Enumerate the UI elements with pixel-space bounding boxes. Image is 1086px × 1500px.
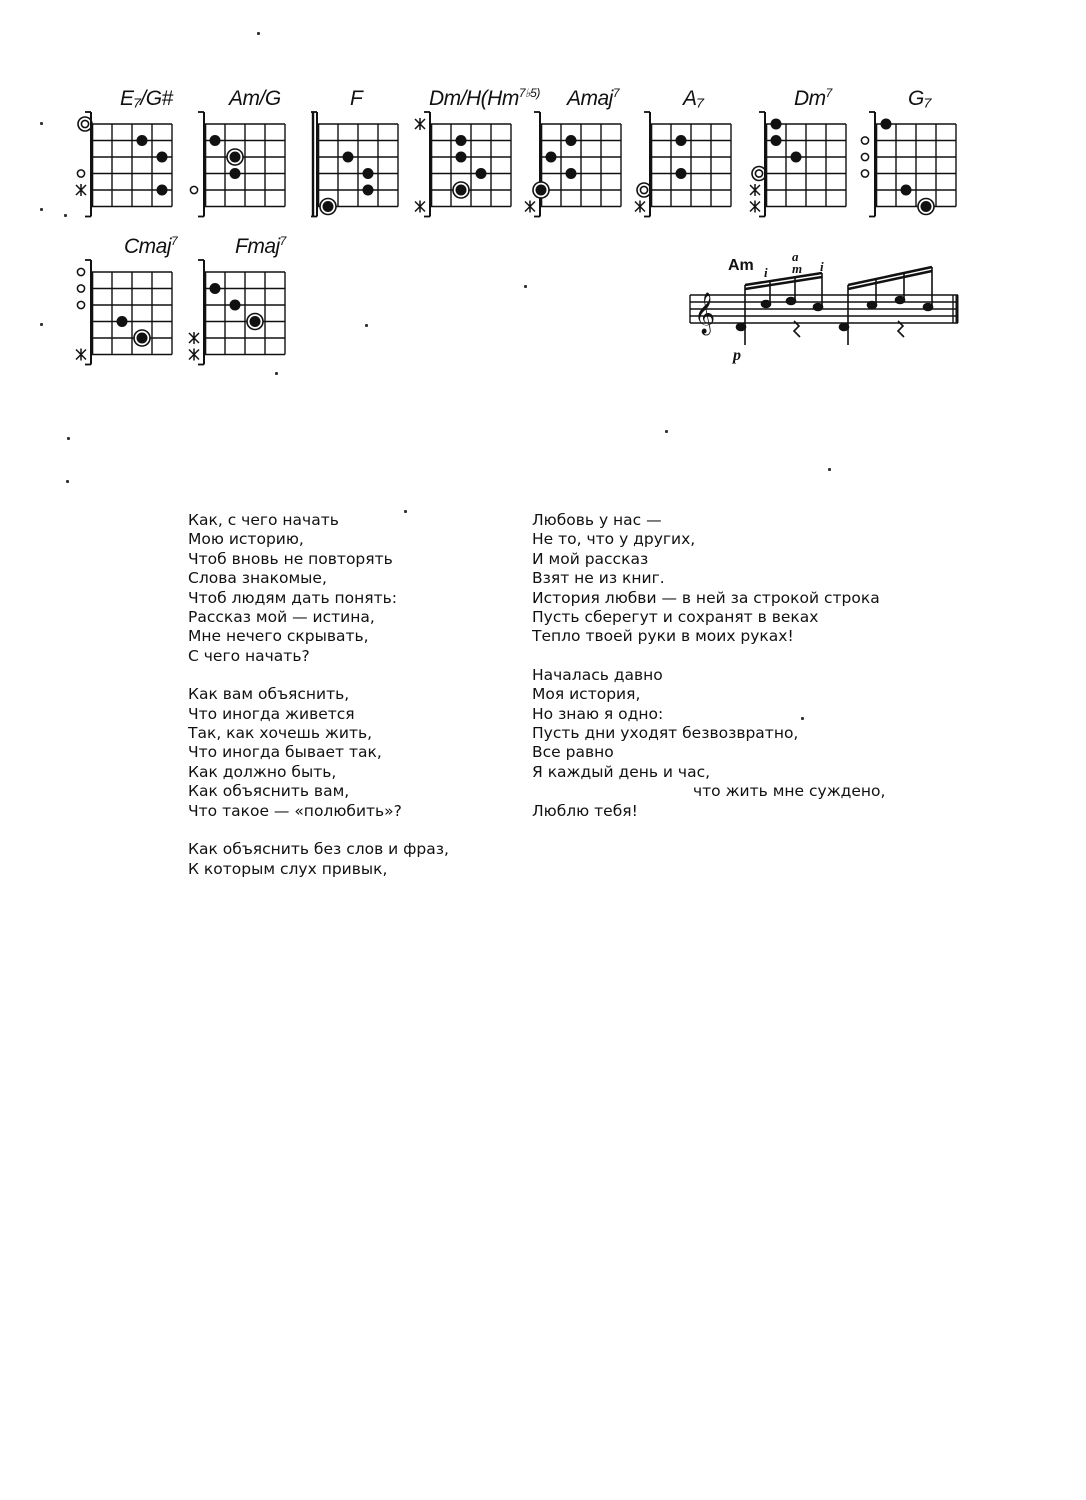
scan-speck bbox=[665, 430, 668, 433]
lyric-line: Началась давно bbox=[532, 665, 663, 684]
chord-name: Am/G bbox=[229, 87, 281, 110]
finger-dot bbox=[117, 316, 128, 327]
finger-dot bbox=[791, 152, 802, 163]
root-dot-inner bbox=[250, 316, 261, 327]
finger-dot bbox=[771, 135, 782, 146]
scan-speck bbox=[40, 122, 43, 125]
finger-dot bbox=[676, 135, 687, 146]
root-dot-inner bbox=[230, 152, 241, 163]
finger-dot bbox=[230, 168, 241, 179]
lyric-line: Что такое — «полюбить»? bbox=[188, 801, 402, 820]
root-dot-inner bbox=[137, 333, 148, 344]
scan-speck bbox=[801, 717, 804, 720]
finger-dot bbox=[566, 135, 577, 146]
lyric-line: Мою историю, bbox=[188, 530, 304, 549]
chord-diagram bbox=[858, 87, 958, 220]
scan-speck bbox=[67, 437, 70, 440]
chord-diagram bbox=[523, 86, 623, 220]
finger-dot bbox=[210, 135, 221, 146]
root-open-marker-inner bbox=[640, 186, 647, 193]
muted-string-marker bbox=[189, 349, 199, 361]
lyric-line: Люблю тебя! bbox=[532, 801, 638, 820]
open-string-marker bbox=[77, 268, 84, 275]
lyric-line: Мне нечего скрывать, bbox=[188, 627, 369, 646]
chord-diagram bbox=[74, 234, 178, 368]
open-string-marker bbox=[861, 137, 868, 144]
finger-dot bbox=[363, 185, 374, 196]
root-dot-inner bbox=[536, 185, 547, 196]
stanza bbox=[188, 511, 449, 666]
finger-dot bbox=[230, 300, 241, 311]
finger-dot bbox=[476, 168, 487, 179]
root-open-marker-inner bbox=[755, 170, 762, 177]
lyric-line: Я каждый день и час, bbox=[532, 762, 711, 781]
lyric-line: И мой рассказ bbox=[532, 549, 649, 568]
lyric-line: Любовь у нас — bbox=[532, 511, 662, 529]
lyric-line: Все равно bbox=[532, 743, 614, 762]
lyric-line: Но знаю я одно: bbox=[532, 704, 664, 723]
lyric-line: Не то, что у других, bbox=[532, 530, 696, 549]
chord-diagram bbox=[300, 87, 400, 220]
lyric-line: Тепло твоей руки в моих руках! bbox=[532, 627, 794, 646]
scan-speck bbox=[64, 214, 67, 217]
lyric-line: Взят не из книг. bbox=[532, 569, 665, 588]
muted-string-marker bbox=[76, 349, 86, 361]
lyric-line: Слова знакомые, bbox=[188, 569, 327, 588]
finger-dot bbox=[901, 185, 912, 196]
stanza bbox=[188, 685, 449, 821]
lyric-line: Пусть сберегут и сохранят в веках bbox=[532, 608, 819, 627]
lyric-line: К которым слух привык, bbox=[188, 859, 388, 878]
open-string-marker bbox=[861, 153, 868, 160]
muted-string-marker bbox=[750, 201, 760, 213]
finger-dot bbox=[881, 119, 892, 130]
open-string-marker bbox=[861, 170, 868, 177]
lyric-line: Как объяснить вам, bbox=[188, 782, 350, 801]
svg-text:𝄞: 𝄞 bbox=[694, 293, 716, 334]
fingering-label: i bbox=[820, 259, 824, 274]
lyric-line: Чтоб людям дать понять: bbox=[188, 588, 398, 607]
muted-string-marker bbox=[750, 184, 760, 196]
chord-name: E₇/G# bbox=[120, 87, 173, 110]
scan-speck bbox=[40, 323, 43, 326]
muted-string-marker bbox=[76, 184, 86, 196]
chord-diagram bbox=[633, 87, 733, 220]
chord-diagram bbox=[74, 87, 174, 220]
open-string-marker bbox=[77, 301, 84, 308]
notation-chord-label: Am bbox=[728, 257, 754, 274]
chord-diagram bbox=[187, 87, 287, 220]
scan-speck bbox=[828, 468, 831, 471]
muted-string-marker bbox=[635, 201, 645, 213]
root-dot-inner bbox=[323, 201, 334, 212]
lyric-line: Чтоб вновь не повторять bbox=[188, 549, 393, 568]
lyric-line: Как, с чего начать bbox=[188, 511, 339, 529]
chord-name: Fmaj$^7$ bbox=[235, 234, 286, 258]
root-open-marker bbox=[78, 117, 92, 131]
lyrics-right-column bbox=[532, 511, 885, 840]
lyric-line: Что иногда бывает так, bbox=[188, 743, 382, 762]
lyric-line: С чего начать? bbox=[188, 646, 310, 665]
scan-speck bbox=[40, 208, 43, 211]
lyric-line: что жить мне суждено, bbox=[693, 782, 886, 801]
lyric-line: Пусть дни уходят безвозвратно, bbox=[532, 724, 799, 743]
stanza bbox=[532, 666, 885, 821]
chord-name: Dm$^7$ bbox=[794, 86, 832, 110]
finger-dot bbox=[363, 168, 374, 179]
bass-finger-label: p bbox=[733, 347, 741, 364]
chord-name: G₇ bbox=[908, 87, 931, 110]
chord-diagram bbox=[413, 86, 540, 220]
scan-speck bbox=[404, 510, 407, 513]
finger-dot bbox=[456, 152, 467, 163]
notation-example bbox=[688, 249, 963, 370]
root-open-marker bbox=[752, 167, 766, 181]
stanza bbox=[532, 511, 885, 647]
chord-name: Amaj$^7$ bbox=[567, 86, 620, 110]
scan-speck bbox=[257, 32, 260, 35]
fingering-label: m bbox=[792, 261, 803, 276]
scan-speck bbox=[524, 285, 527, 288]
lyric-line: Так, как хочешь жить, bbox=[188, 724, 373, 743]
stanza bbox=[188, 840, 449, 879]
muted-string-marker bbox=[525, 201, 535, 213]
muted-string-marker bbox=[415, 201, 425, 213]
lyric-line: Рассказ мой — истина, bbox=[188, 608, 375, 627]
finger-dot bbox=[566, 168, 577, 179]
root-open-marker bbox=[637, 183, 651, 197]
fingering-label: a bbox=[792, 249, 799, 264]
muted-string-marker bbox=[189, 332, 199, 344]
lyric-line: Что иногда живется bbox=[188, 704, 355, 723]
lyrics-left-column bbox=[188, 511, 449, 898]
finger-dot bbox=[456, 135, 467, 146]
chord-name: F bbox=[350, 87, 363, 110]
chord-name: A₇ bbox=[683, 87, 704, 110]
finger-dot bbox=[210, 283, 221, 294]
chord-name: $Dm/H(Hm^{7♭5)}$ bbox=[429, 86, 540, 110]
lyric-line: История любви — в ней за строкой строка bbox=[532, 588, 880, 607]
scan-speck bbox=[365, 324, 368, 327]
finger-dot bbox=[343, 152, 354, 163]
open-string-marker bbox=[77, 285, 84, 292]
root-dot-inner bbox=[921, 201, 932, 212]
root-open-marker-inner bbox=[81, 120, 88, 127]
fingering-label: i bbox=[764, 265, 768, 280]
chord-name: Cmaj$^7$ bbox=[124, 234, 178, 258]
finger-dot bbox=[546, 152, 557, 163]
finger-dot bbox=[676, 168, 687, 179]
scan-speck bbox=[275, 372, 278, 375]
muted-string-marker bbox=[415, 118, 425, 130]
root-dot-inner bbox=[456, 185, 467, 196]
open-string-marker bbox=[77, 170, 84, 177]
lyric-line: Моя история, bbox=[532, 685, 641, 704]
finger-dot bbox=[137, 135, 148, 146]
chord-diagram bbox=[748, 86, 848, 220]
scan-speck bbox=[66, 480, 69, 483]
open-string-marker bbox=[190, 186, 197, 193]
lyric-line: Как должно быть, bbox=[188, 762, 337, 781]
lyric-line: Как объяснить без слов и фраз, bbox=[188, 840, 449, 859]
chord-diagram bbox=[187, 234, 287, 368]
lyric-line: Как вам объяснить, bbox=[188, 685, 350, 704]
finger-dot bbox=[157, 185, 168, 196]
finger-dot bbox=[157, 152, 168, 163]
finger-dot bbox=[771, 119, 782, 130]
